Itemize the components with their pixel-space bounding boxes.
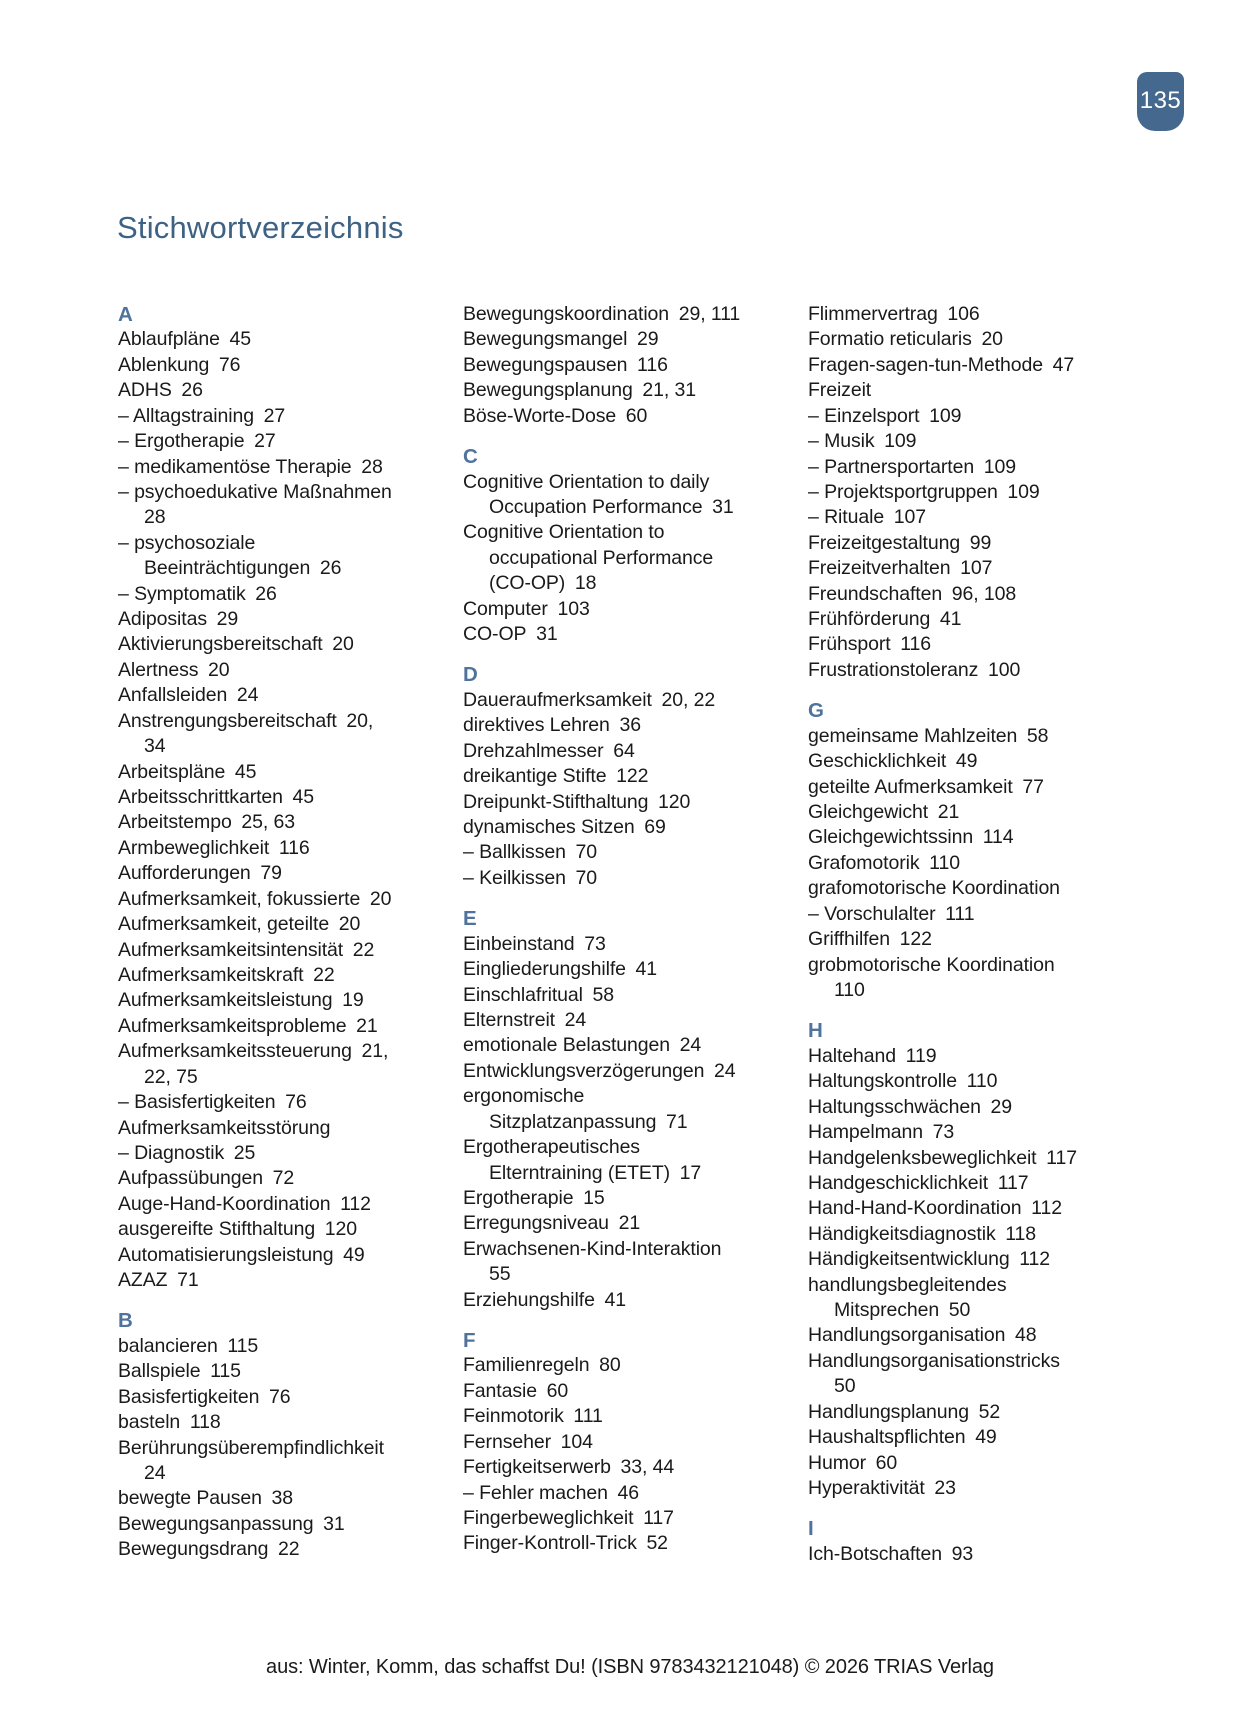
index-entry-line: Basisfertigkeiten 76 bbox=[118, 1385, 291, 1408]
index-entry-line: direktives Lehren 36 bbox=[463, 714, 641, 737]
index-entry-line: – Vorschulalter 111 bbox=[808, 902, 975, 925]
index-entry-line: Ballspiele 115 bbox=[118, 1360, 241, 1383]
index-entry-line: Anfallsleiden 24 bbox=[118, 684, 259, 707]
index-entry-line: Aufmerksamkeitsprobleme 21 bbox=[118, 1014, 378, 1037]
index-entry bbox=[463, 713, 774, 738]
index-entry-line: Bewegungsplanung 21, 31 bbox=[463, 379, 696, 402]
index-entry bbox=[808, 775, 1119, 800]
index-entry-line: ausgereifte Stifthaltung 120 bbox=[118, 1218, 357, 1241]
index-entry-line: Grafomotorik 110 bbox=[808, 851, 960, 874]
index-entry bbox=[118, 1410, 429, 1435]
index-entry-line: Arbeitspläne 45 bbox=[118, 760, 257, 783]
index-entry-line: Bewegungspausen 116 bbox=[463, 353, 668, 376]
index-entry bbox=[118, 709, 429, 760]
index-entry-line: Feinmotorik 111 bbox=[463, 1405, 603, 1428]
index-entry-line: dreikantige Stifte 122 bbox=[463, 765, 649, 788]
index-entry-line: Aufforderungen 79 bbox=[118, 862, 282, 885]
index-entry-line: – Partnersportarten 109 bbox=[808, 455, 1016, 478]
index-entry bbox=[808, 429, 1119, 454]
index-entry bbox=[118, 531, 429, 582]
index-entry bbox=[118, 582, 429, 607]
index-columns bbox=[118, 302, 1119, 1567]
index-column-1 bbox=[118, 302, 429, 1567]
index-entry-line: Ich-Botschaften 93 bbox=[808, 1542, 974, 1565]
index-entry bbox=[808, 404, 1119, 429]
index-entry-wrap-line: 22, 75 bbox=[144, 1065, 198, 1088]
index-entry-line: Arbeitstempo 25, 63 bbox=[118, 811, 295, 834]
index-entry-line: Hyperaktivität 23 bbox=[808, 1476, 956, 1499]
index-entry bbox=[118, 607, 429, 632]
index-entry bbox=[808, 505, 1119, 530]
index-entry bbox=[808, 378, 1119, 403]
index-entry-line: Einbeinstand 73 bbox=[463, 932, 606, 955]
index-entry-line: – Fehler machen 46 bbox=[463, 1481, 639, 1504]
index-entry bbox=[118, 785, 429, 810]
index-entry bbox=[118, 1359, 429, 1384]
index-entry bbox=[463, 1506, 774, 1531]
index-entry bbox=[118, 327, 429, 352]
index-entry bbox=[118, 887, 429, 912]
index-entry-line: – Basisfertigkeiten 76 bbox=[118, 1091, 307, 1114]
index-entry bbox=[808, 953, 1119, 1004]
index-entry bbox=[808, 724, 1119, 749]
index-entry-line: – Alltagstraining 27 bbox=[118, 404, 286, 427]
index-entry bbox=[118, 760, 429, 785]
index-entry bbox=[808, 1222, 1119, 1247]
index-entry-line: Formatio reticularis 20 bbox=[808, 328, 1003, 351]
section-letter-E: E bbox=[463, 907, 477, 931]
index-entry-line: bewegte Pausen 38 bbox=[118, 1487, 294, 1510]
index-entry bbox=[808, 1196, 1119, 1221]
index-entry-line: – Diagnostik 25 bbox=[118, 1141, 256, 1164]
index-entry-wrap-line: Occupation Performance 31 bbox=[489, 495, 734, 518]
index-entry-line: geteilte Aufmerksamkeit 77 bbox=[808, 775, 1044, 798]
index-entry bbox=[463, 1033, 774, 1058]
index-entry bbox=[463, 1288, 774, 1313]
index-entry bbox=[118, 963, 429, 988]
index-entry-line: – Projektsportgruppen 109 bbox=[808, 480, 1040, 503]
index-entry bbox=[118, 429, 429, 454]
index-entry-line: Arbeitsschrittkarten 45 bbox=[118, 786, 315, 809]
index-entry bbox=[463, 1059, 774, 1084]
index-entry-line: grafomotorische Koordination bbox=[808, 877, 1060, 900]
index-entry bbox=[118, 912, 429, 937]
index-entry-line: Haltungsschwächen 29 bbox=[808, 1095, 1012, 1118]
index-entry-line: Humor 60 bbox=[808, 1451, 898, 1474]
index-entry bbox=[808, 607, 1119, 632]
index-entry bbox=[808, 927, 1119, 952]
index-entry bbox=[118, 658, 429, 683]
index-entry-line: Ergotherapeutisches bbox=[463, 1136, 640, 1159]
index-entry bbox=[808, 1323, 1119, 1348]
index-entry bbox=[118, 1039, 429, 1090]
index-entry bbox=[808, 1349, 1119, 1400]
index-entry bbox=[463, 404, 774, 429]
index-entry-line: Handlungsorganisationstricks bbox=[808, 1349, 1060, 1372]
index-entry-line: ergonomische bbox=[463, 1085, 585, 1108]
index-entry-line: Anstrengungsbereitschaft 20, bbox=[118, 709, 374, 732]
index-entry-line: Händigkeitsdiagnostik 118 bbox=[808, 1222, 1037, 1245]
index-entry bbox=[808, 1273, 1119, 1324]
index-entry-line: Aufmerksamkeitsleistung 19 bbox=[118, 989, 364, 1012]
index-entry-line: Familienregeln 80 bbox=[463, 1354, 621, 1377]
index-entry bbox=[808, 556, 1119, 581]
index-entry bbox=[463, 790, 774, 815]
index-column-2 bbox=[463, 302, 774, 1567]
index-entry-line: Fragen-sagen-tun-Methode 47 bbox=[808, 353, 1075, 376]
index-entry bbox=[118, 861, 429, 886]
index-entry-line: Aufmerksamkeit, geteilte 20 bbox=[118, 913, 361, 936]
index-entry-wrap-line: Elterntraining (ETET) 17 bbox=[489, 1161, 702, 1184]
index-entry bbox=[808, 1400, 1119, 1425]
index-entry-line: Händigkeitsentwicklung 112 bbox=[808, 1248, 1051, 1271]
index-entry-line: – Ballkissen 70 bbox=[463, 841, 597, 864]
index-entry bbox=[463, 983, 774, 1008]
index-entry-line: Aufmerksamkeitssteuerung 21, bbox=[118, 1040, 389, 1063]
index-entry-line: Ablaufpläne 45 bbox=[118, 328, 252, 351]
index-entry-line: Einschlafritual 58 bbox=[463, 983, 615, 1006]
index-entry-line: Flimmervertrag 106 bbox=[808, 303, 980, 325]
index-entry-line: Aufmerksamkeitskraft 22 bbox=[118, 963, 335, 986]
index-entry bbox=[118, 938, 429, 963]
index-entry-wrap-line: 28 bbox=[144, 506, 166, 529]
index-entry-line: Erziehungshilfe 41 bbox=[463, 1288, 626, 1311]
index-entry-line: Aufmerksamkeitsstörung bbox=[118, 1116, 331, 1139]
index-entry bbox=[808, 825, 1119, 850]
index-entry bbox=[808, 902, 1119, 927]
index-entry-wrap-line: occupational Performance bbox=[489, 546, 714, 569]
index-entry bbox=[118, 1243, 429, 1268]
index-entry bbox=[118, 632, 429, 657]
index-entry bbox=[463, 1531, 774, 1556]
index-entry-line: basteln 118 bbox=[118, 1411, 221, 1434]
index-entry-line: Haushaltspflichten 49 bbox=[808, 1426, 997, 1449]
index-entry bbox=[808, 353, 1119, 378]
index-entry-line: – Musik 109 bbox=[808, 430, 917, 453]
index-entry bbox=[808, 632, 1119, 657]
index-entry-line: – Keilkissen 70 bbox=[463, 866, 597, 889]
index-entry-line: Fingerbeweglichkeit 117 bbox=[463, 1506, 674, 1529]
section-letter-G: G bbox=[808, 699, 824, 723]
index-entry bbox=[463, 1404, 774, 1429]
index-entry-line: Frühförderung 41 bbox=[808, 608, 962, 631]
index-entry-line: Geschicklichkeit 49 bbox=[808, 750, 978, 773]
index-entry bbox=[118, 404, 429, 429]
index-entry bbox=[463, 866, 774, 891]
index-entry-line: – psychoedukative Maßnahmen bbox=[118, 480, 392, 503]
index-entry-line: Cognitive Orientation to bbox=[463, 521, 665, 544]
index-entry-line: Drehzahlmesser 64 bbox=[463, 739, 635, 762]
index-entry bbox=[118, 1014, 429, 1039]
index-entry-line: ADHS 26 bbox=[118, 379, 203, 402]
index-entry bbox=[463, 1084, 774, 1135]
index-entry-line: Freundschaften 96, 108 bbox=[808, 582, 1017, 605]
index-entry-wrap-line: 24 bbox=[144, 1461, 166, 1484]
index-entry-line: handlungsbegleitendes bbox=[808, 1273, 1007, 1296]
index-entry bbox=[118, 1486, 429, 1511]
index-entry bbox=[463, 1379, 774, 1404]
index-entry-line: Ablenkung 76 bbox=[118, 353, 241, 376]
index-entry-line: CO-OP 31 bbox=[463, 623, 558, 646]
index-entry bbox=[808, 1542, 1119, 1567]
index-entry-line: – Rituale 107 bbox=[808, 506, 926, 529]
index-entry bbox=[118, 480, 429, 531]
index-entry bbox=[118, 1334, 429, 1359]
index-entry bbox=[463, 688, 774, 713]
index-entry bbox=[463, 1455, 774, 1480]
index-entry-line: Cognitive Orientation to daily bbox=[463, 470, 710, 493]
index-entry-line: Handgeschicklichkeit 117 bbox=[808, 1171, 1029, 1194]
index-entry bbox=[118, 810, 429, 835]
index-entry bbox=[463, 1008, 774, 1033]
index-entry bbox=[463, 932, 774, 957]
index-entry-line: gemeinsame Mahlzeiten 58 bbox=[808, 724, 1049, 747]
index-entry-line: Bewegungsmangel 29 bbox=[463, 328, 659, 351]
index-entry-line: Computer 103 bbox=[463, 597, 590, 620]
index-entry-line: Ergotherapie 15 bbox=[463, 1186, 605, 1209]
index-entry bbox=[118, 988, 429, 1013]
index-entry-line: Bewegungskoordination 29, 111 bbox=[463, 303, 741, 325]
index-entry-wrap-line: Mitsprechen 50 bbox=[834, 1299, 971, 1322]
index-entry bbox=[463, 470, 774, 521]
index-entry-line: Freizeit bbox=[808, 379, 872, 402]
index-entry bbox=[463, 1186, 774, 1211]
index-entry bbox=[463, 739, 774, 764]
index-entry-line: Frustrationstoleranz 100 bbox=[808, 658, 1021, 681]
index-entry bbox=[808, 876, 1119, 901]
index-entry-line: dynamisches Sitzen 69 bbox=[463, 816, 666, 839]
index-entry-line: Alertness 20 bbox=[118, 658, 230, 681]
index-entry-line: emotionale Belastungen 24 bbox=[463, 1034, 702, 1057]
index-entry-line: Aufmerksamkeit, fokussierte 20 bbox=[118, 887, 392, 910]
index-entry bbox=[118, 1090, 429, 1115]
index-entry bbox=[808, 1095, 1119, 1120]
index-entry-line: Gleichgewichtssinn 114 bbox=[808, 826, 1014, 849]
index-entry bbox=[808, 1044, 1119, 1069]
index-entry-line: Gleichgewicht 21 bbox=[808, 801, 960, 824]
index-entry bbox=[118, 455, 429, 480]
index-entry-line: Aufmerksamkeitsintensität 22 bbox=[118, 938, 375, 961]
index-entry-line: Armbeweglichkeit 116 bbox=[118, 836, 310, 859]
index-entry-line: – Einzelsport 109 bbox=[808, 404, 962, 427]
index-entry bbox=[463, 764, 774, 789]
index-entry bbox=[118, 1512, 429, 1537]
section-letter-F: F bbox=[463, 1329, 476, 1353]
section-letter-H: H bbox=[808, 1019, 823, 1043]
index-entry bbox=[463, 1481, 774, 1506]
index-entry bbox=[118, 1385, 429, 1410]
section-letter-C: C bbox=[463, 445, 478, 469]
index-entry bbox=[808, 749, 1119, 774]
index-entry-line: Finger-Kontroll-Trick 52 bbox=[463, 1532, 668, 1555]
index-entry bbox=[118, 378, 429, 403]
section-letter-I: I bbox=[808, 1517, 814, 1541]
index-entry bbox=[463, 840, 774, 865]
index-entry bbox=[118, 1192, 429, 1217]
index-entry-line: Freizeitgestaltung 99 bbox=[808, 531, 992, 554]
index-entry bbox=[463, 1430, 774, 1455]
index-entry bbox=[808, 455, 1119, 480]
index-entry-line: Bewegungsanpassung 31 bbox=[118, 1512, 345, 1535]
index-entry bbox=[118, 1116, 429, 1141]
index-entry-line: Aktivierungsbereitschaft 20 bbox=[118, 633, 354, 656]
index-entry bbox=[118, 1166, 429, 1191]
index-entry bbox=[118, 1436, 429, 1487]
index-entry bbox=[808, 800, 1119, 825]
index-entry bbox=[463, 1135, 774, 1186]
index-entry-line: Elternstreit 24 bbox=[463, 1008, 587, 1031]
index-entry bbox=[808, 1146, 1119, 1171]
index-entry bbox=[463, 1237, 774, 1288]
index-entry bbox=[808, 531, 1119, 556]
index-entry-wrap-line: Beeinträchtigungen 26 bbox=[144, 557, 342, 580]
index-entry bbox=[808, 1247, 1119, 1272]
index-entry-line: AZAZ 71 bbox=[118, 1269, 199, 1292]
index-entry-line: – Symptomatik 26 bbox=[118, 582, 277, 605]
section-letter-D: D bbox=[463, 663, 478, 687]
index-entry-line: Bewegungsdrang 22 bbox=[118, 1538, 300, 1561]
index-entry-line: Erwachsenen-Kind-Interaktion bbox=[463, 1237, 722, 1260]
index-entry bbox=[463, 815, 774, 840]
index-entry-line: Handgelenksbeweglichkeit 117 bbox=[808, 1146, 1077, 1169]
index-entry bbox=[808, 658, 1119, 683]
index-entry-line: – psychosoziale bbox=[118, 531, 256, 554]
index-entry bbox=[808, 302, 1119, 327]
index-entry-line: Hampelmann 73 bbox=[808, 1121, 955, 1144]
index-entry bbox=[463, 597, 774, 622]
index-entry-line: Eingliederungshilfe 41 bbox=[463, 958, 658, 981]
index-entry bbox=[808, 582, 1119, 607]
section-letter-B: B bbox=[118, 1309, 133, 1333]
index-entry-line: balancieren 115 bbox=[118, 1334, 259, 1357]
index-entry bbox=[118, 1217, 429, 1242]
index-entry bbox=[463, 520, 774, 596]
index-entry-line: Frühsport 116 bbox=[808, 633, 931, 656]
index-entry bbox=[118, 683, 429, 708]
index-entry-line: Handlungsorganisation 48 bbox=[808, 1324, 1037, 1347]
index-entry-line: Griffhilfen 122 bbox=[808, 928, 932, 951]
index-entry-line: Haltehand 119 bbox=[808, 1044, 937, 1067]
index-entry bbox=[808, 1069, 1119, 1094]
index-entry-line: Fernseher 104 bbox=[463, 1430, 593, 1453]
index-entry bbox=[463, 302, 774, 327]
index-entry-wrap-line: 55 bbox=[489, 1263, 511, 1286]
index-entry-wrap-line: 110 bbox=[834, 978, 865, 1001]
index-entry-line: Dreipunkt-Stifthaltung 120 bbox=[463, 790, 691, 813]
index-entry-line: Böse-Worte-Dose 60 bbox=[463, 404, 648, 427]
index-column-3 bbox=[808, 302, 1119, 1567]
index-entry bbox=[808, 1425, 1119, 1450]
index-entry bbox=[118, 836, 429, 861]
index-entry-line: Adipositas 29 bbox=[118, 608, 239, 631]
footer-credit: aus: Winter, Komm, das schaffst Du! (ISBN 9783432121048) © 2026 TRIAS Verlag bbox=[266, 1656, 994, 1678]
index-entry-wrap-line: Sitzplatzanpassung 71 bbox=[489, 1110, 688, 1133]
index-entry bbox=[808, 851, 1119, 876]
index-entry bbox=[118, 1268, 429, 1293]
index-entry bbox=[463, 622, 774, 647]
index-entry-line: Hand-Hand-Koordination 112 bbox=[808, 1197, 1062, 1220]
index-entry-line: Handlungsplanung 52 bbox=[808, 1400, 1001, 1423]
index-entry-line: Aufpassübungen 72 bbox=[118, 1167, 295, 1190]
index-entry-wrap-line: (CO-OP) 18 bbox=[489, 572, 597, 595]
index-entry-line: Entwicklungsverzögerungen 24 bbox=[463, 1059, 736, 1082]
index-entry-line: – medikamentöse Therapie 28 bbox=[118, 455, 383, 478]
index-entry-line: Freizeitverhalten 107 bbox=[808, 557, 993, 580]
index-entry bbox=[463, 1353, 774, 1378]
index-entry bbox=[463, 353, 774, 378]
index-entry-line: grobmotorische Koordination bbox=[808, 953, 1055, 976]
index-entry-line: Erregungsniveau 21 bbox=[463, 1212, 641, 1235]
index-entry bbox=[463, 957, 774, 982]
index-entry bbox=[118, 1141, 429, 1166]
index-entry-line: – Ergotherapie 27 bbox=[118, 430, 276, 453]
index-entry-line: Haltungskontrolle 110 bbox=[808, 1070, 998, 1093]
index-entry-line: Berührungsüberempfindlichkeit bbox=[118, 1436, 384, 1459]
index-entry bbox=[463, 1211, 774, 1236]
page-number-badge: 135 bbox=[1137, 72, 1184, 131]
index-entry bbox=[118, 1537, 429, 1562]
index-entry-line: Daueraufmerksamkeit 20, 22 bbox=[463, 688, 716, 711]
index-entry bbox=[808, 1120, 1119, 1145]
index-entry bbox=[808, 1451, 1119, 1476]
index-entry-line: Automatisierungsleistung 49 bbox=[118, 1243, 365, 1266]
index-entry-line: Fantasie 60 bbox=[463, 1379, 569, 1402]
index-entry bbox=[808, 327, 1119, 352]
section-letter-A: A bbox=[118, 303, 133, 326]
index-entry-line: Fertigkeitserwerb 33, 44 bbox=[463, 1456, 675, 1479]
index-entry bbox=[808, 480, 1119, 505]
index-entry bbox=[118, 353, 429, 378]
index-entry-line: Auge-Hand-Koordination 112 bbox=[118, 1192, 371, 1215]
index-entry bbox=[463, 327, 774, 352]
index-entry bbox=[808, 1171, 1119, 1196]
index-entry bbox=[463, 378, 774, 403]
index-entry bbox=[808, 1476, 1119, 1501]
index-entry-wrap-line: 34 bbox=[144, 735, 166, 758]
index-entry-wrap-line: 50 bbox=[834, 1375, 856, 1398]
page-title: Stichwortverzeichnis bbox=[117, 210, 404, 245]
